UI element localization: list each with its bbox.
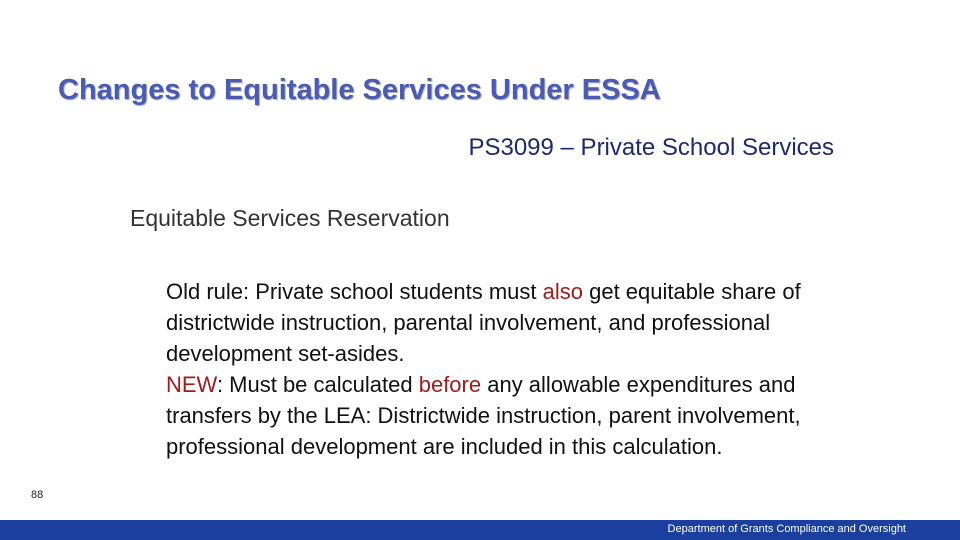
bullet-list — [166, 276, 846, 462]
bullet-emphasis: also — [542, 279, 583, 304]
footer-bar — [0, 520, 960, 540]
bullet-text: : Must be calculated — [216, 372, 419, 397]
slide-number: 88 — [31, 489, 44, 501]
footer-text: Department of Grants Compliance and Oversight — [667, 523, 906, 535]
bullet-text: get equitable share of districtwide instruction, parental involvement, and professional development set-asides. — [166, 279, 801, 366]
section-heading: Equitable Services Reservation — [130, 205, 450, 231]
bullet-emphasis: NEW — [166, 372, 217, 397]
slide-title: Changes to Equitable Services Under ESSA — [58, 74, 661, 106]
bullet-emphasis: before — [418, 372, 482, 397]
bullet-text: Old rule: Private school students must — [166, 279, 543, 304]
bullet-item — [166, 276, 846, 369]
bullet-item — [166, 369, 846, 462]
bullet-text: any allowable expenditures and transfers by the LEA: Districtwide instruction, parent involvement, professional development are included in this calculation. — [166, 372, 801, 459]
slide-subtitle: PS3099 – Private School Services — [468, 134, 834, 161]
